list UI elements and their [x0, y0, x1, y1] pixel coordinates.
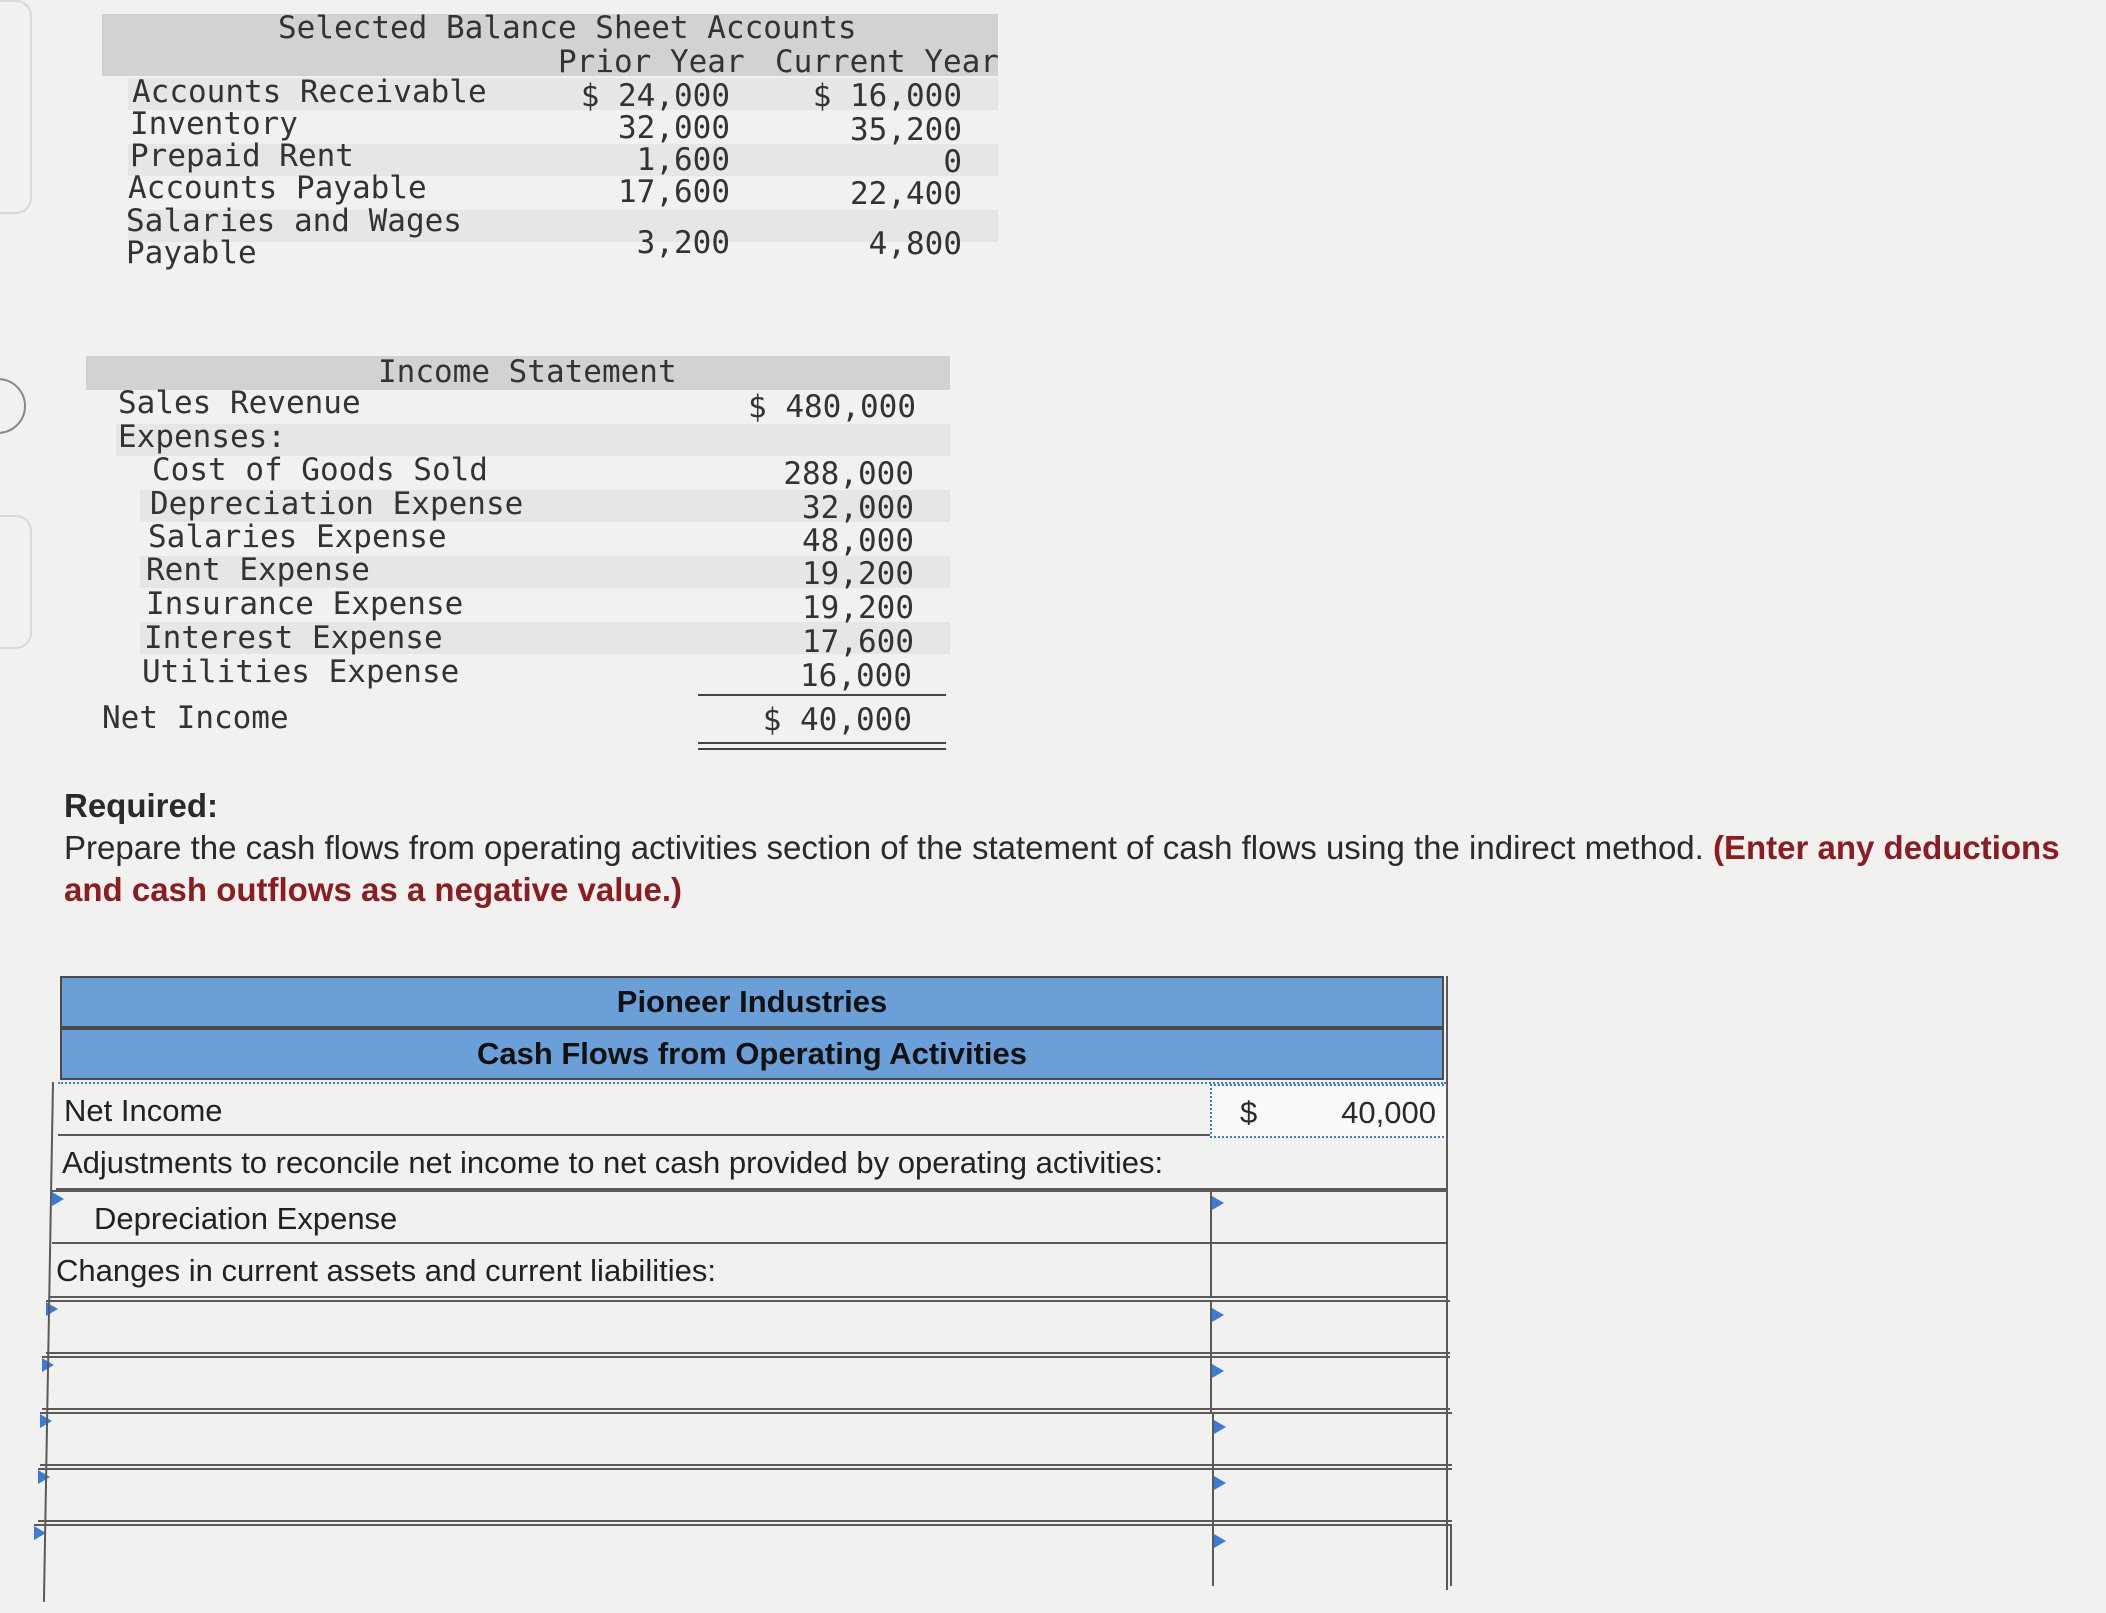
page-edge-circle — [0, 378, 26, 434]
total-double-rule — [698, 742, 946, 744]
income-statement-title: Income Statement — [378, 354, 677, 390]
bs-row-current: 0 — [943, 144, 962, 180]
bs-row-label: Accounts Receivable — [132, 74, 487, 110]
expense-value: 48,000 — [802, 523, 914, 559]
amount-input[interactable] — [1210, 1358, 1448, 1412]
expense-label: Utilities Expense — [142, 654, 460, 690]
bs-row-label: Inventory — [130, 106, 298, 142]
current-year-header: Current Year — [775, 44, 999, 80]
required-text-block — [64, 827, 2104, 911]
bs-row-label: Salaries and Wages — [126, 203, 462, 239]
company-header: Pioneer Industries — [60, 976, 1444, 1028]
section-header: Cash Flows from Operating Activities — [60, 1028, 1444, 1080]
page-edge-tab — [0, 515, 32, 649]
amount-input[interactable] — [1212, 1470, 1450, 1524]
required-text: Prepare the cash flows from operating activities section of the statement of cash flows using the indirect method. — [64, 829, 1704, 866]
amount-input[interactable] — [1212, 1526, 1452, 1586]
bs-row-prior: 3,200 — [636, 225, 730, 261]
adjustments-row — [56, 1136, 1448, 1190]
expense-value: 32,000 — [802, 490, 914, 526]
currency-symbol: $ — [1240, 1095, 1258, 1130]
net-income-row-label: Net Income — [64, 1093, 223, 1128]
expense-value: 19,200 — [802, 556, 914, 592]
expense-value: 19,200 — [802, 590, 914, 626]
bs-row-prior: $ 24,000 — [580, 78, 730, 114]
amount-input[interactable] — [1210, 1302, 1448, 1356]
expense-label: Interest Expense — [144, 620, 443, 656]
amount-input[interactable] — [1212, 1414, 1450, 1468]
expense-value: 16,000 — [800, 658, 912, 694]
net-income-amount-input[interactable] — [1210, 1084, 1448, 1138]
bs-row-label: Accounts Payable — [128, 170, 427, 206]
expense-label: Insurance Expense — [146, 586, 464, 622]
expense-label: Cost of Goods Sold — [152, 452, 488, 488]
required-label: Required: — [64, 787, 219, 824]
expense-label: Rent Expense — [146, 552, 370, 588]
total-double-rule — [698, 748, 946, 750]
required-instructions — [64, 785, 2104, 911]
row-marker-icon — [52, 1192, 64, 1206]
subtotal-rule — [698, 694, 946, 696]
sales-revenue-label: Sales Revenue — [118, 385, 361, 421]
depreciation-label: Depreciation Expense — [94, 1201, 398, 1236]
depreciation-amount-input[interactable] — [1210, 1192, 1448, 1246]
expense-label: Salaries Expense — [148, 519, 447, 555]
bs-row-current: 4,800 — [868, 226, 962, 262]
balance-sheet-title: Selected Balance Sheet Accounts — [278, 10, 857, 46]
changes-amount-cell — [1210, 1244, 1448, 1298]
net-income-amount: 40,000 — [1341, 1095, 1436, 1130]
worksheet-right-border — [1446, 976, 1448, 1590]
bs-row-prior: 17,600 — [618, 174, 730, 210]
bs-row-label: Prepaid Rent — [130, 138, 354, 174]
bs-row-current: $ 16,000 — [812, 78, 962, 114]
row-marker-icon — [1212, 1364, 1224, 1378]
bs-row-prior: 32,000 — [618, 110, 730, 146]
net-income-value: $ 40,000 — [762, 702, 912, 738]
required-emphasis: (Enter any deductions and cash outflows as a negative value.) — [64, 829, 2060, 908]
bs-row-current: 35,200 — [850, 112, 962, 148]
changes-label: Changes in current assets and current liabilities: — [56, 1253, 716, 1288]
net-income-label: Net Income — [102, 700, 289, 736]
expenses-label: Expenses: — [118, 419, 286, 455]
expense-value: 17,600 — [802, 624, 914, 660]
row-marker-icon — [38, 1470, 50, 1484]
expense-value: 288,000 — [783, 456, 914, 492]
sales-revenue-value: $ 480,000 — [748, 389, 916, 425]
bs-row-prior: 1,600 — [636, 142, 730, 178]
row-marker-icon — [1212, 1308, 1224, 1322]
page-edge-tab — [0, 0, 32, 214]
row-marker-icon — [1214, 1476, 1226, 1490]
adjustments-label: Adjustments to reconcile net income to net cash provided by operating activities: — [62, 1145, 1164, 1180]
bs-row-label-cont: Payable — [126, 235, 257, 271]
row-marker-icon — [1214, 1420, 1226, 1434]
bs-row-current: 22,400 — [850, 176, 962, 212]
prior-year-header: Prior Year — [558, 44, 745, 80]
expense-label: Depreciation Expense — [150, 486, 524, 522]
row-marker-icon — [1214, 1534, 1226, 1548]
row-marker-icon — [1212, 1196, 1224, 1210]
